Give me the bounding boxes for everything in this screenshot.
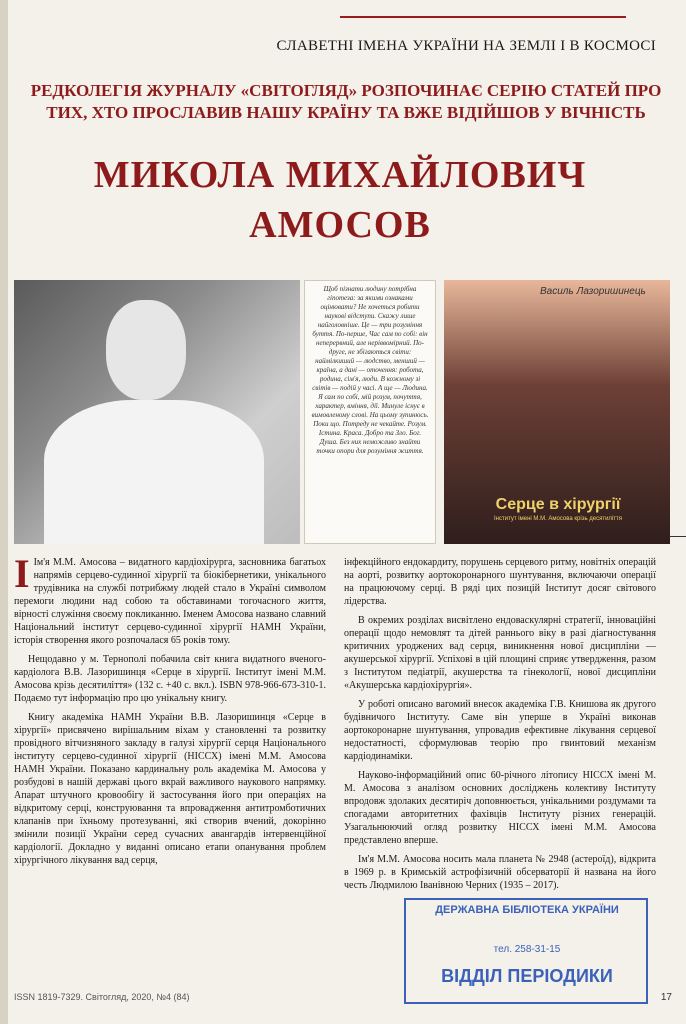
paragraph: Книгу академіка НАМН України В.В. Лазоришинця «Серце в хірургії» присвячено вирішальним віхам у становленні та розвитку провідного вітчизняного закладу в галузі хірургії серця Національного інституту серцево-судинної хірургії (НІССХ) імені М.М. Амосова НАМН України. Показано кардинальну роль академіка М. Амосова у розбудові в нашій державі цього вкрай важливого наукового напрямку. Апарат штучного кровообігу й застосування його при операціях на відкритому серці, конструювання та впровадження антитромботичних клапанів при їхньому протезуванні, які створив вчений, докорінно змінили позиції України серед сучасних авангардів інтервенційної кардіології. Докладно у виданні описано етапи опанування проблем хірургічного лікування вад серця, bbox=[14, 712, 326, 866]
section-header: СЛАВЕТНІ ІМЕНА УКРАЇНИ НА ЗЕМЛІ І В КОСМОСІ bbox=[276, 38, 656, 54]
footer-issn: ISSN 1819-7329. Світогляд, 2020, №4 (84) bbox=[14, 992, 190, 1002]
library-stamp bbox=[404, 898, 648, 1004]
book-title: Серце в хірургії bbox=[495, 496, 621, 513]
page-number: 17 bbox=[660, 992, 672, 1003]
person-name bbox=[60, 150, 620, 250]
paragraph: Ім'я М.М. Амосова – видатного кардіохірурга, засновника багатьох напрямів серцево-судинної хірургії та біокібернетики, унікального трудівника на службі потрибжму людей стало в Україні символом перемоги людини над собою та обставинами тогочасного життя, вірності служіння своєму покликанню. Іменем Амосова названо славний Національний інститут серцево-судинної хірургії НАМН України, історія створення якого розпочалася 65 років тому. bbox=[14, 557, 326, 646]
book-subtitle: Інститут імені М.М. Амосова крізь десятиліття bbox=[493, 516, 622, 522]
book-author: Василь Лазоришинець bbox=[540, 286, 646, 297]
intro-heading: РЕДКОЛЕГІЯ ЖУРНАЛУ «СВІТОГЛЯД» РОЗПОЧИНАЄ СЕРІЮ СТАТЕЙ ПРО ТИХ, ХТО ПРОСЛАВИВ НАШУ КРАЇНУ ТА ВЖЕ ВІДІЙШОВ У ВІЧНІСТЬ bbox=[30, 81, 662, 122]
text-column-1 bbox=[14, 551, 326, 873]
portrait-coat bbox=[44, 400, 264, 544]
paragraph: В окремих розділах висвітлено ендоваскулярні стратегії, інноваційні операції щодо немовлят та дітей раннього віку в разі діагностування критичних уроджених вад серця, виникнення нової дисципліни — акушерської хірургії. Успіхові в цій площині сприяє утвердження, разом з Інститутом педіатрії, акушерства та гінекології, нової дисципліни «Акушерська кардіохірургія». bbox=[344, 615, 656, 691]
person-name-line2: АМОСОВ bbox=[249, 204, 431, 246]
drop-cap: І bbox=[14, 551, 30, 596]
paragraph: інфекційного ендокардиту, порушень серцевого ритму, новітніх операцій на аорті, розвитку аортокоронарного шунтування, включаючи операції на працюючому серці. В ряді цих позицій Інститут досяг світового лідерства. bbox=[344, 557, 656, 607]
stamp-line-3: ВІДДІЛ ПЕРІОДИКИ bbox=[441, 966, 613, 986]
portrait-photo bbox=[14, 280, 300, 544]
paragraph: У роботі описано вагомий внесок академіка Г.В. Книшова як другого будівничого Інституту. Саме він уперше в Україні виконав аортокоронарне шунтування, упровадив ефективне лікування серцевої недостатності, сформулював теорію про гвинтовий механізм кардіодинаміки. bbox=[344, 699, 656, 762]
quote-poem bbox=[304, 280, 436, 544]
page-edge bbox=[0, 0, 8, 1024]
quote-text: Щоб пізнати людину потрібна гіпотеза: за якими ознаками оцінювати? Не хочеться робити наукові відступи. Скажу лише найголовніше. Це — три розуміння буття. По-перше, Час сам по собі: він неперервний, але неріввомірний. По-друге, не збігаються світи: наймілкиший — людство, менший — країна, а дані — оточення: робота, родина, сім'я, люди. В кожному зі світів — подій у часі. А ще — Людина. Я сам по собі, мій розум, почуття, характер, вміння, дії. Минуле існує в вимовленому слові. На цьому зупинюсь. Поки що. Потреду не чекайте. Розум. Істина. Краса. Добро та Зло. Бог. Душа. Без них неможливо знайти точки опори для розуміння життя. bbox=[311, 285, 429, 455]
stamp-line-2: тел. 258-31-15 bbox=[493, 944, 561, 955]
text-column-2 bbox=[344, 556, 656, 898]
paragraph: Нещодавно у м. Тернополі побачила світ книга видатного вченого-кардіолога В.В. Лазоришинця «Серце в хірургії. Інститут імені М.М. Амосова крізь десятиліття» (132 с. +40 с. вкл.). ISBN 978-966-673-310-1. Подаємо тут інформацію про цю унікальну книгу. bbox=[14, 654, 326, 704]
portrait-head bbox=[106, 300, 186, 400]
paragraph: Ім'я М.М. Амосова носить мала планета № 2948 (астероїд), відкрита в 1969 р. в Кримській астрофізичній обсерваторії й названа на його честь Людмилою Іванівною Черних (1935 – 2017). bbox=[344, 854, 656, 891]
stamp-line-1: ДЕРЖАВНА БІБЛІОТЕКА УКРАЇНИ bbox=[435, 904, 619, 916]
top-rule bbox=[340, 16, 626, 18]
paragraph: Науково-інформаційний опис 60-річного літопису НІССХ імені М. М. Амосова з аналізом основних досліджень колективу Інституту впродовж здолаких десятиріч доповнюється, унікальними роздумами та спогадами авторитетних фахівців Інституту різних генерацій. Узагальнюючий огляд розвитку НІССХ імені М.М. Амосова представлено вперше. bbox=[344, 770, 656, 846]
person-name-line1: МИКОЛА МИХАЙЛОВИЧ bbox=[93, 154, 587, 196]
book-cover bbox=[444, 280, 670, 544]
